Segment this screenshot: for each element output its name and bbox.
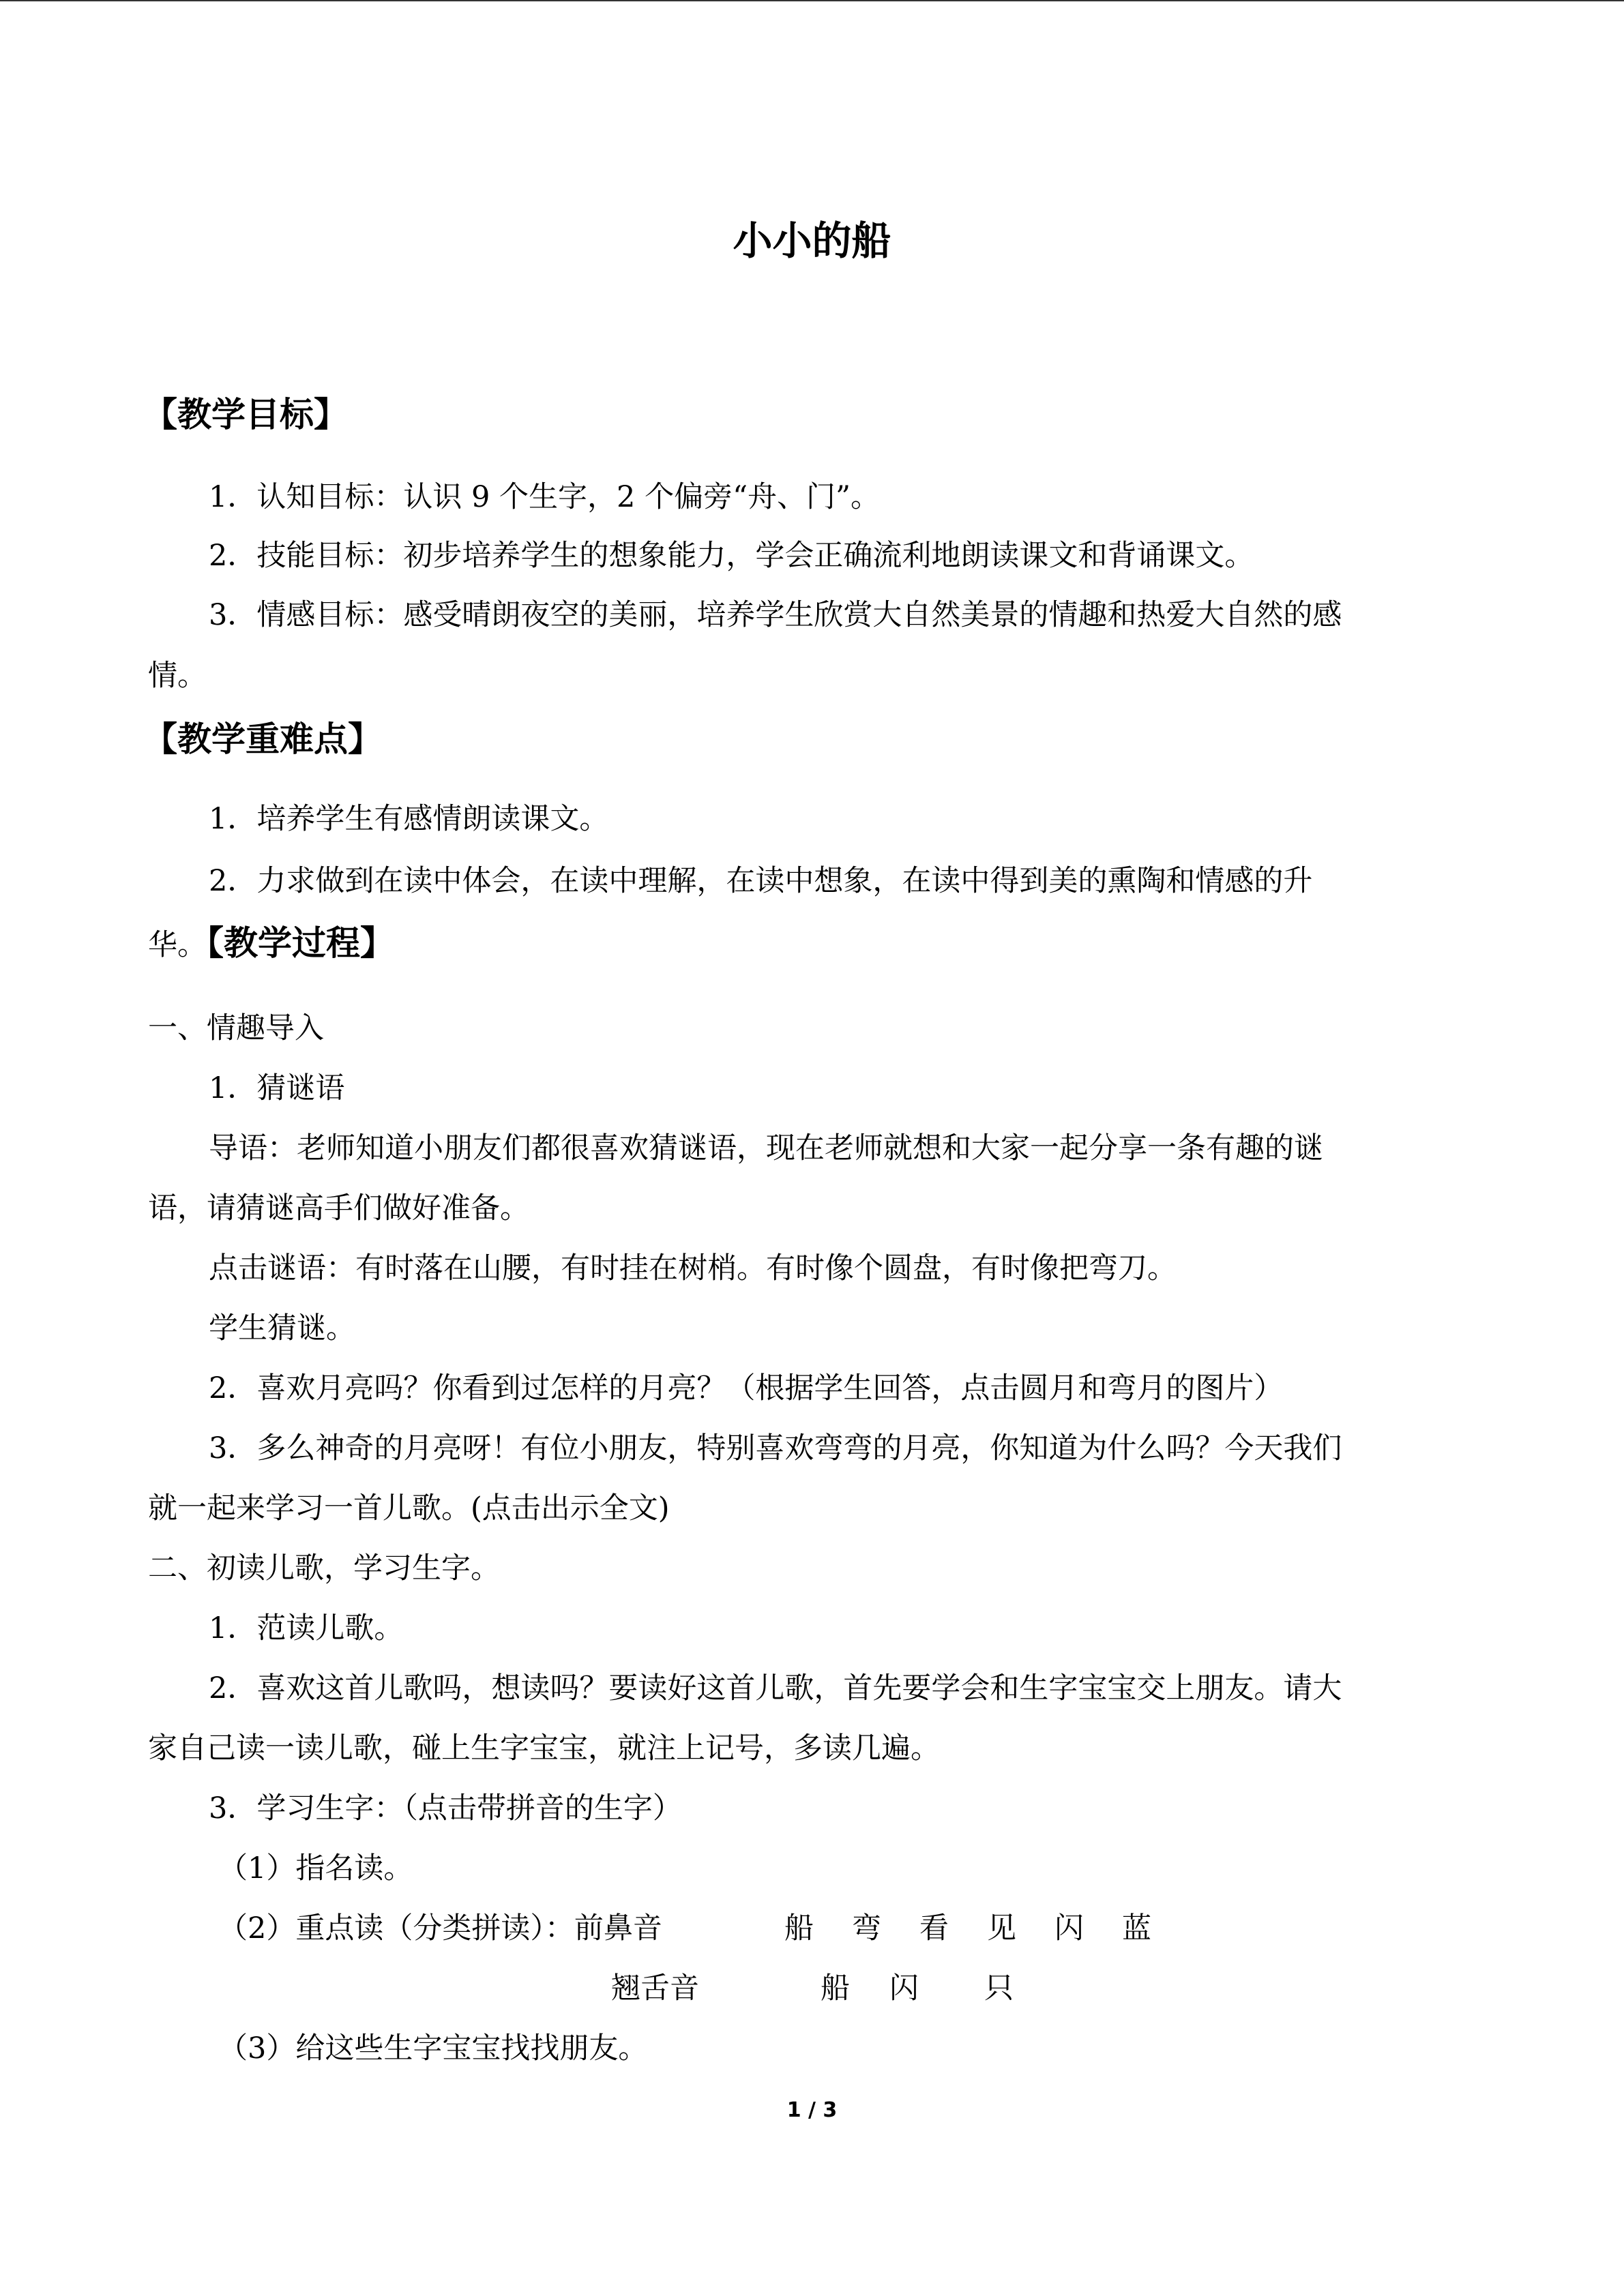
page-title: 小小的船 (733, 218, 891, 264)
key-point-item-1: 1．培养学生有感情朗读课文。 (209, 802, 609, 836)
process-line-9: 就一起来学习一首儿歌。(点击出示全文) (148, 1491, 670, 1525)
process-line-12: 2．喜欢这首儿歌吗，想读吗？要读好这首儿歌，首先要学会和生字宝宝交上朋友。请大 (209, 1671, 1342, 1705)
char-item: 蓝 (1122, 1911, 1151, 1945)
section-heading-goals: 【教学目标】 (143, 394, 348, 434)
char-item: 闪 (1054, 1911, 1084, 1945)
goal-item-3-continued: 情。 (148, 659, 207, 693)
process-line-15: （1）指名读。 (218, 1851, 413, 1885)
process-line-4: 语，请猜谜高手们做好准备。 (148, 1191, 529, 1225)
char-item: 船 (784, 1911, 814, 1945)
key-point-wrap-line (148, 919, 394, 969)
goal-item-3: 3．情感目标：感受晴朗夜空的美丽，培养学生欣赏大自然美景的情趣和热爱大自然的感 (209, 598, 1342, 632)
process-line-3: 导语：老师知道小朋友们都很喜欢猜谜语，现在老师就想和大家一起分享一条有趣的谜 (209, 1131, 1323, 1165)
process-line-5: 点击谜语：有时落在山腰，有时挂在树梢。有时像个圆盘，有时像把弯刀。 (209, 1251, 1177, 1285)
process-line-13: 家自己读一读儿歌，碰上生字宝宝，就注上记号，多读几遍。 (148, 1731, 940, 1765)
goal-item-2: 2．技能目标：初步培养学生的想象能力，学会正确流利地朗读课文和背诵课文。 (209, 539, 1254, 573)
key-point-item-2: 2．力求做到在读中体会，在读中理解，在读中想象，在读中得到美的熏陶和情感的升 (209, 864, 1313, 898)
char-item: 船 (821, 1971, 850, 2006)
process-line-10: 二、初读儿歌，学习生字。 (148, 1551, 500, 1585)
process-line-16: （2）重点读（分类拼读）：前鼻音 (218, 1911, 662, 1945)
process-line-17: 翘舌音 (611, 1971, 699, 2006)
process-line-14: 3．学习生字：（点击带拼音的生字） (209, 1791, 682, 1825)
key-point-item-2-tail: 华。 (148, 928, 207, 962)
process-line-2: 1．猜谜语 (209, 1071, 345, 1105)
process-line-1: 一、情趣导入 (148, 1011, 324, 1045)
process-line-7: 2．喜欢月亮吗？你看到过怎样的月亮？（根据学生回答，点击圆月和弯月的图片） (209, 1371, 1284, 1405)
section-heading-key-points: 【教学重难点】 (143, 719, 382, 759)
front-nasal-chars (784, 1905, 1151, 1952)
process-line-11: 1．范读儿歌。 (209, 1611, 404, 1645)
char-item: 见 (987, 1911, 1016, 1945)
goal-item-1: 1．认知目标：认识 9 个生字，2 个偏旁“舟、门”。 (209, 480, 881, 514)
process-line-18: （3）给这些生字宝宝找找朋友。 (218, 2031, 648, 2066)
process-line-6: 学生猜谜。 (209, 1311, 355, 1345)
char-item: 只 (984, 1971, 1014, 2006)
char-item: 弯 (852, 1911, 881, 1945)
process-line-8: 3．多么神奇的月亮呀！有位小朋友，特别喜欢弯弯的月亮，你知道为什么吗？今天我们 (209, 1431, 1342, 1465)
retroflex-chars (821, 1965, 1014, 2012)
section-heading-process: 【教学过程】 (207, 923, 394, 963)
char-item: 看 (919, 1911, 949, 1945)
char-item: 闪 (889, 1971, 919, 2006)
page-number: 1 / 3 (786, 2098, 838, 2122)
